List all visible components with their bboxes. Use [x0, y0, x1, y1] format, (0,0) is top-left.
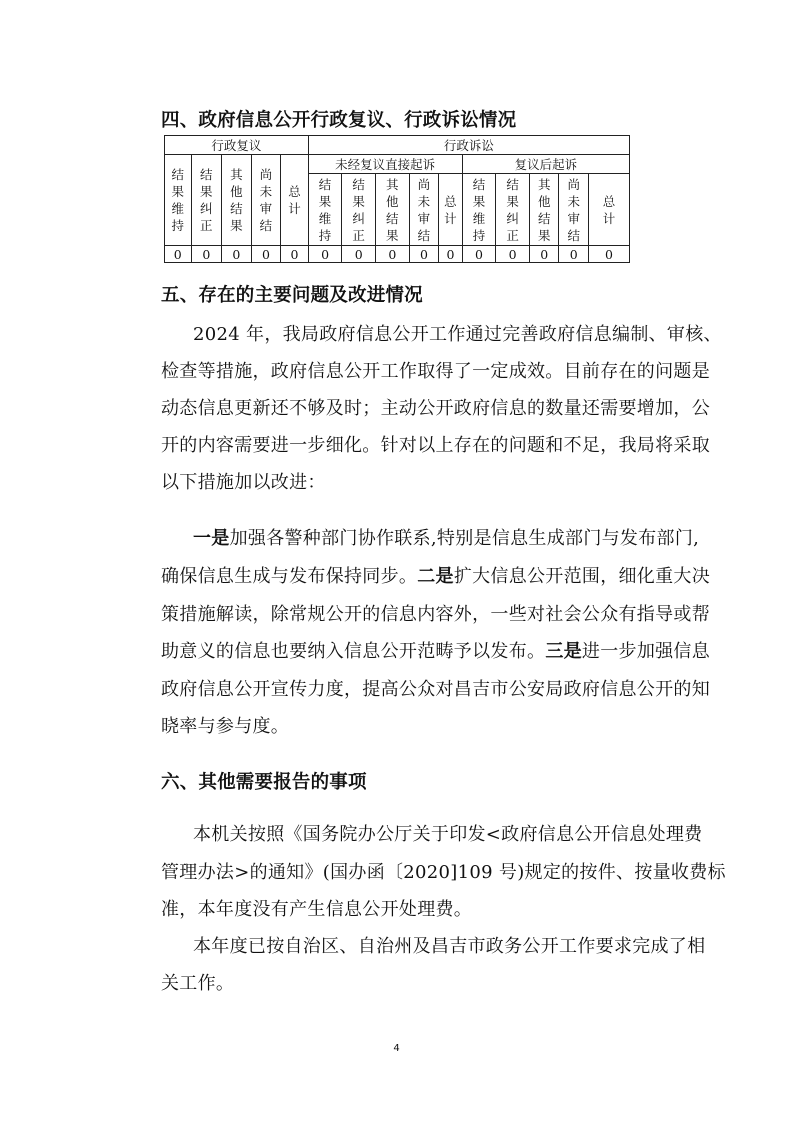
- after-col-other: 其他结果: [529, 174, 559, 246]
- direct-col-upheld: 结果维持: [308, 174, 342, 246]
- paragraph-line: 以下措施加以改进：: [161, 472, 326, 493]
- paragraph-line: 策措施解读，除常规公开的信息内容外，一些对社会公众有指导或帮: [161, 604, 710, 625]
- table-cell: 0: [589, 246, 630, 263]
- table-cell: 0: [342, 246, 376, 263]
- review-litigation-table: [164, 135, 630, 263]
- keyword-second: 二是: [417, 566, 454, 587]
- direct-col-total: 总计: [439, 174, 462, 246]
- section-6-heading: 六、其他需要报告的事项: [161, 772, 367, 793]
- table-cell: 0: [308, 246, 342, 263]
- table-cell: 0: [529, 246, 559, 263]
- paragraph-line: 准，本年度没有产生信息公开处理费。: [161, 899, 473, 920]
- direct-col-other: 其他结果: [376, 174, 410, 246]
- review-col-corrected: 结果纠正: [191, 155, 222, 246]
- review-col-pending: 尚未审结: [251, 155, 281, 246]
- after-col-total: 总计: [589, 174, 630, 246]
- paragraph-line: 政府信息公开宣传力度，提高公众对昌吉市公安局政府信息公开的知: [161, 679, 710, 700]
- paragraph-line: 动态信息更新还不够及时；主动公开政府信息的数量还需要增加，公: [161, 398, 710, 419]
- paragraph-line: 管理办法>的通知》(国办函〔2020]109 号)规定的按件、按量收费标: [161, 862, 726, 883]
- table-cell: 0: [409, 246, 439, 263]
- section-4-heading: 四、政府信息公开行政复议、行政诉讼情况: [161, 110, 517, 131]
- paragraph-line: 本机关按照《国务院办公厅关于印发<政府信息公开信息处理费: [193, 824, 703, 845]
- litigation-header: 行政诉讼: [308, 136, 629, 155]
- table-cell: 0: [439, 246, 462, 263]
- review-header: 行政复议: [165, 136, 309, 155]
- table-cell: 0: [165, 246, 192, 263]
- review-col-other: 其他结果: [222, 155, 252, 246]
- direct-col-corrected: 结果纠正: [342, 174, 376, 246]
- paragraph-line: 一是加强各警种部门协作联系,特别是信息生成部门与发布部门,: [193, 528, 700, 549]
- keyword-first: 一是: [193, 528, 230, 549]
- paragraph-line: 本年度已按自治区、自治州及昌吉市政务公开工作要求完成了相: [193, 936, 706, 957]
- direct-col-pending: 尚未审结: [409, 174, 439, 246]
- direct-suit-header: 未经复议直接起诉: [308, 155, 462, 174]
- page-number: 4: [393, 1043, 400, 1054]
- table-cell: 0: [462, 246, 496, 263]
- after-col-pending: 尚未审结: [559, 174, 589, 246]
- table-cell: 0: [496, 246, 530, 263]
- review-col-total: 总计: [281, 155, 309, 246]
- keyword-third: 三是: [545, 641, 582, 662]
- after-col-corrected: 结果纠正: [496, 174, 530, 246]
- paragraph-line: 确保信息生成与发布保持同步。二是扩大信息公开范围，细化重大决: [161, 566, 711, 587]
- paragraph-line: 检查等措施，政府信息公开工作取得了一定成效。目前存在的问题是: [161, 361, 710, 382]
- after-col-upheld: 结果维持: [462, 174, 496, 246]
- paragraph-line: 关工作。: [161, 973, 235, 994]
- table-values-row: [165, 246, 630, 263]
- table-cell: 0: [191, 246, 222, 263]
- paragraph-line: 晓率与参与度。: [161, 716, 290, 737]
- paragraph-line: 助意义的信息也要纳入信息公开范畴予以发布。三是进一步加强信息: [161, 641, 711, 662]
- table-cell: 0: [251, 246, 281, 263]
- after-review-header: 复议后起诉: [462, 155, 629, 174]
- paragraph-line: 开的内容需要进一步细化。针对以上存在的问题和不足，我局将采取: [161, 435, 710, 456]
- table-cell: 0: [559, 246, 589, 263]
- table-cell: 0: [222, 246, 252, 263]
- review-col-upheld: 结果维持: [165, 155, 192, 246]
- table-cell: 0: [281, 246, 309, 263]
- paragraph-line: 2024 年，我局政府信息公开工作通过完善政府信息编制、审核、: [193, 324, 722, 345]
- table-cell: 0: [376, 246, 410, 263]
- section-5-heading: 五、存在的主要问题及改进情况: [161, 285, 423, 306]
